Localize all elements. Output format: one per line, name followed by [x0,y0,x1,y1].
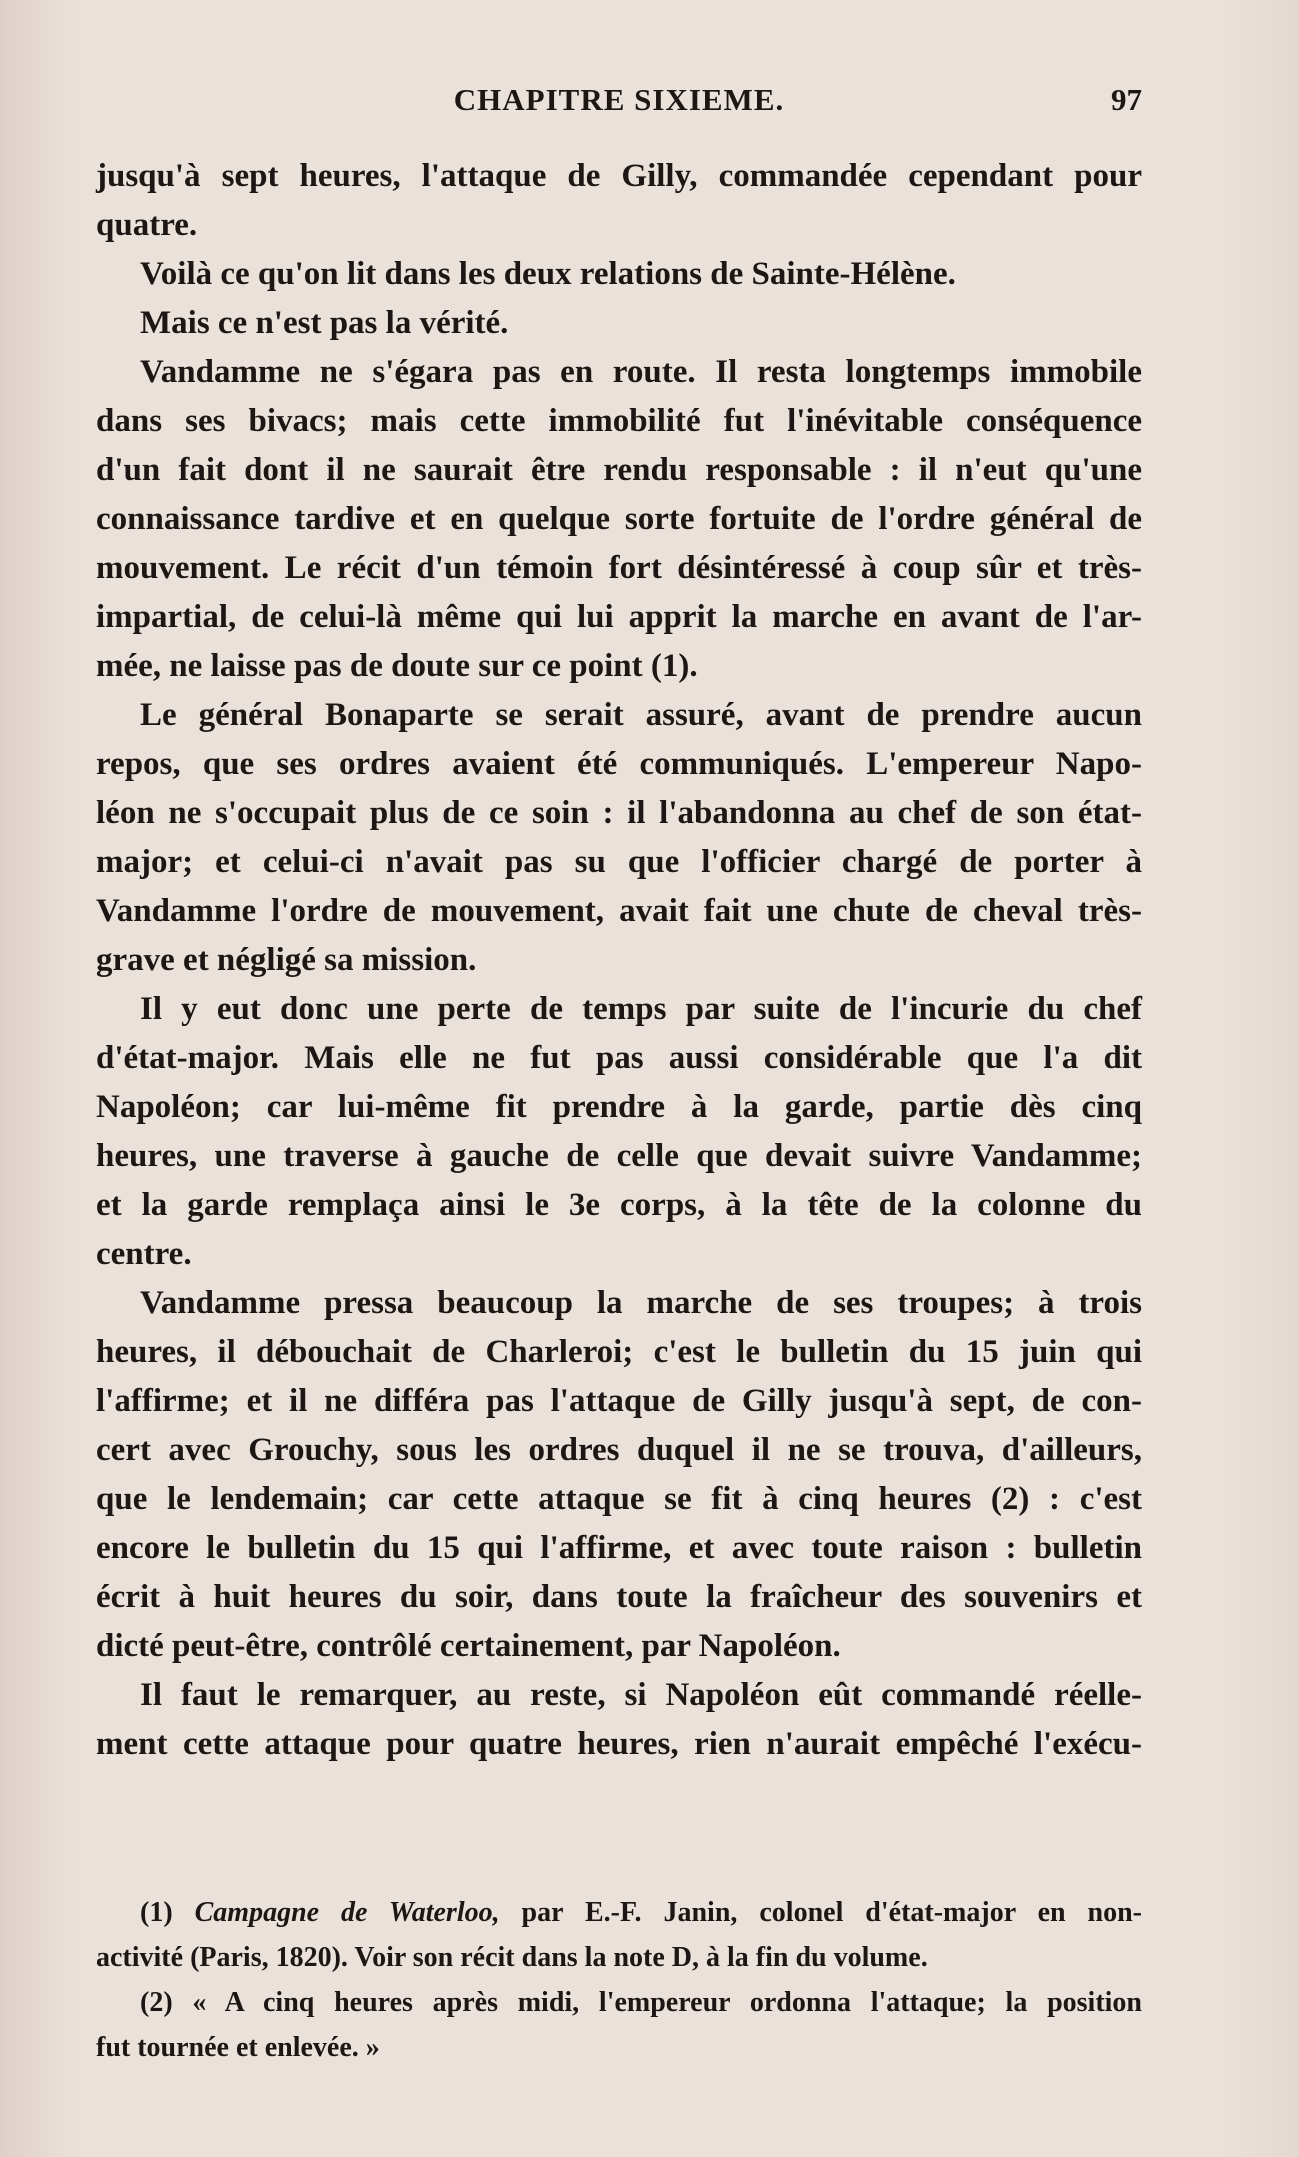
footnote-2-line-1: (2) « A cinq heures après midi, l'empereur ordonna l'attaque; la position [140,1987,1142,2018]
text-line: que le lendemain; car cette attaque se fit à cinq heures (2) : c'est [96,1481,1142,1517]
text-line: centre. [96,1236,192,1272]
page-number: 97 [1111,82,1142,117]
text-line: jusqu'à sept heures, l'attaque de Gilly, commandée cependant pour [96,158,1142,194]
footnote-1-text: par E.-F. Janin, colonel d'état-major en non- [521,1897,1142,1928]
text-line: mouvement. Le récit d'un témoin fort désintéressé à coup sûr et très- [96,550,1142,586]
text-line: Il faut le remarquer, au reste, si Napoléon eût commandé réelle- [140,1677,1142,1713]
running-header [96,82,1142,126]
text-line: grave et négligé sa mission. [96,942,477,978]
footnote-1-line-2: activité (Paris, 1820). Voir son récit dans la note D, à la fin du volume. [96,1942,928,1973]
text-line: et la garde remplaça ainsi le 3e corps, à la tête de la colonne du [96,1187,1142,1223]
chapter-title: CHAPITRE SIXIEME. [453,82,785,117]
text-line: Voilà ce qu'on lit dans les deux relations de Sainte-Hélène. [140,256,956,292]
text-line: d'un fait dont il ne saurait être rendu responsable : il n'eut qu'une [96,452,1142,488]
footnote-2-line-2: fut tournée et enlevée. » [96,2032,380,2063]
text-line: écrit à huit heures du soir, dans toute la fraîcheur des souvenirs et [96,1579,1142,1615]
text-line: léon ne s'occupait plus de ce soin : il l'abandonna au chef de son état- [96,795,1142,831]
text-line: d'état-major. Mais elle ne fut pas aussi considérable que l'a dit [96,1040,1142,1076]
text-line: encore le bulletin du 15 qui l'affirme, et avec toute raison : bulletin [96,1530,1142,1566]
text-line: dans ses bivacs; mais cette immobilité fut l'inévitable conséquence [96,403,1142,439]
footnote-1-marker: (1) [140,1897,173,1928]
text-line: major; et celui-ci n'avait pas su que l'officier chargé de porter à [96,844,1142,880]
text-line: repos, que ses ordres avaient été communiqués. L'empereur Napo- [96,746,1142,782]
text-line: connaissance tardive et en quelque sorte fortuite de l'ordre général de [96,501,1142,537]
footnotes [96,1890,1142,2070]
text-line: impartial, de celui-là même qui lui apprit la marche en avant de l'ar- [96,599,1142,635]
text-line: Vandamme l'ordre de mouvement, avait fait une chute de cheval très- [96,893,1142,929]
text-line: ment cette attaque pour quatre heures, rien n'aurait empêché l'exécu- [96,1726,1142,1762]
text-line: Mais ce n'est pas la vérité. [140,305,509,341]
text-line: Il y eut donc une perte de temps par suite de l'incurie du chef [140,991,1142,1027]
text-line: quatre. [96,207,198,243]
text-line: heures, il débouchait de Charleroi; c'est le bulletin du 15 juin qui [96,1334,1142,1370]
text-line: Le général Bonaparte se serait assuré, avant de prendre aucun [140,697,1142,733]
footnote-1-title: Campagne de Waterloo, [194,1897,500,1928]
body-text [96,152,1142,1769]
text-line: mée, ne laisse pas de doute sur ce point (1). [96,648,698,684]
text-line: heures, une traverse à gauche de celle que devait suivre Vandamme; [96,1138,1142,1174]
text-line: Napoléon; car lui-même fit prendre à la garde, partie dès cinq [96,1089,1142,1125]
text-line: dicté peut-être, contrôlé certainement, par Napoléon. [96,1628,841,1664]
text-line: Vandamme ne s'égara pas en route. Il resta longtemps immobile [140,354,1142,390]
text-line: cert avec Grouchy, sous les ordres duquel il ne se trouva, d'ailleurs, [96,1432,1142,1468]
text-line: Vandamme pressa beaucoup la marche de ses troupes; à trois [140,1285,1142,1321]
footnote-1-line-1 [96,1890,1142,1935]
text-line: l'affirme; et il ne différa pas l'attaque de Gilly jusqu'à sept, de con- [96,1383,1142,1419]
